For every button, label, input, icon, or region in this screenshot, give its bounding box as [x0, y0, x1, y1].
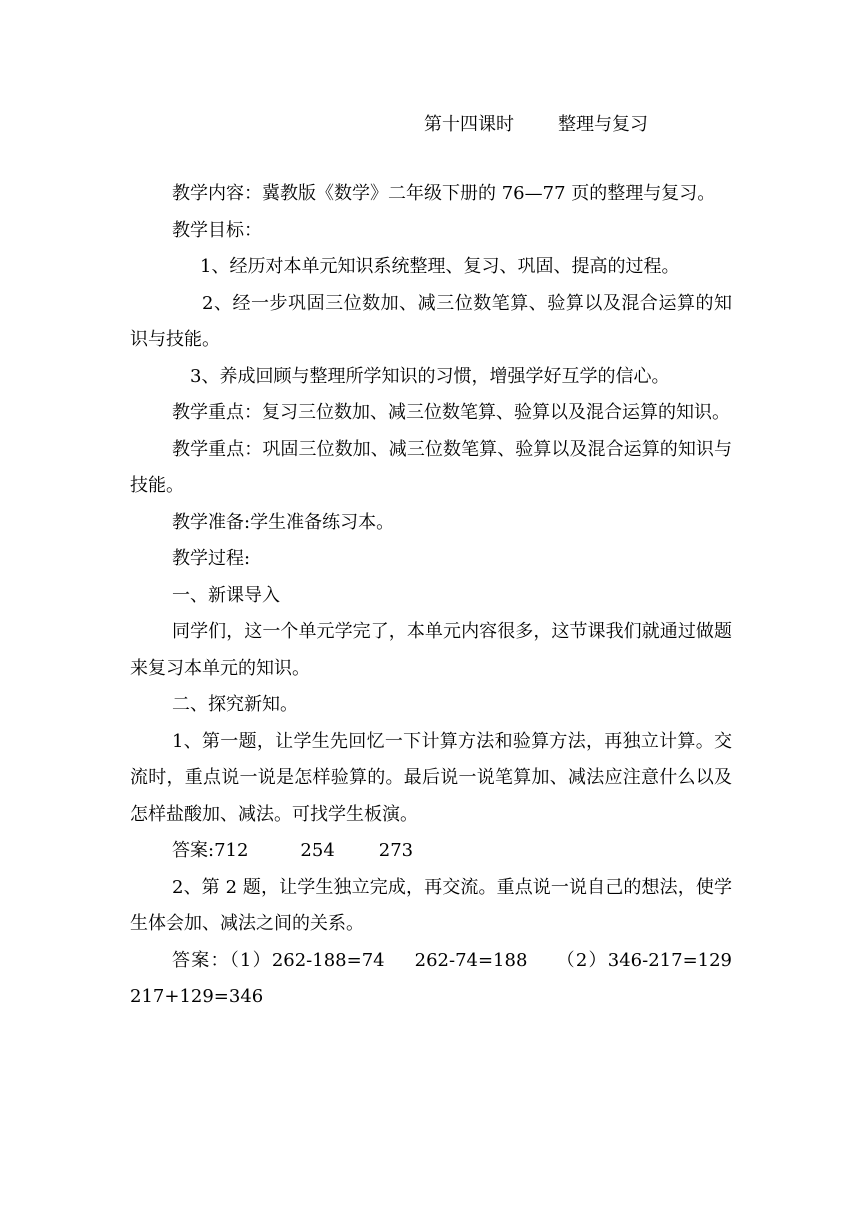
answer-1-value-2: 254 — [300, 840, 335, 861]
page-title — [424, 112, 648, 138]
teaching-process-heading: 教学过程: — [172, 548, 251, 569]
teaching-key-point: 教学重点：复习三位数加、减三位数笔算、验算以及混合运算的知识。 — [172, 402, 730, 423]
task-1-paragraph: 1、第一题，让学生先回忆一下计算方法和验算方法，再独立计算。交流时，重点说一说是怎样验算的。最后说一说笔算加、减法应注意什么以及怎样盐酸加、减法。可找学生板演。 — [130, 730, 732, 825]
teaching-goal-2: 2、经一步巩固三位数加、减三位数笔算、验算以及混合运算的知识与技能。 — [130, 292, 732, 350]
answer-2-eq-3: （2）346-217=129 — [555, 949, 733, 971]
teaching-preparation: 教学准备:学生准备练习本。 — [172, 511, 395, 533]
answer-2-eq-4: 217+129=346 — [130, 986, 264, 1007]
teaching-goal-1: 1、经历对本单元知识系统整理、复习、巩固、提高的过程。 — [200, 256, 680, 277]
lesson-topic: 整理与复习 — [558, 114, 648, 135]
section-heading-1: 一、新课导入 — [172, 584, 280, 606]
teaching-goal-3: 3、养成回顾与整理所学知识的习惯，增强学好互学的信心。 — [190, 365, 670, 387]
answer-1-label: 答案:712 — [172, 840, 249, 861]
lesson-number: 第十四课时 — [424, 114, 514, 135]
teaching-difficult-point: 教学重点：巩固三位数加、减三位数笔算、验算以及混合运算的知识与技能。 — [130, 438, 732, 496]
intro-paragraph: 同学们，这一个单元学完了，本单元内容很多，这节课我们就通过做题来复习本单元的知识。 — [130, 621, 732, 679]
answer-2-eq-2: 262-74=188 — [414, 949, 528, 971]
answer-1-value-3: 273 — [378, 840, 414, 861]
section-heading-2: 二、探究新知。 — [172, 694, 298, 715]
document-body — [130, 176, 732, 1016]
task-2-paragraph: 2、第 2 题，让学生独立完成，再交流。重点说一说自己的想法，使学生体会加、减法之间的关系。 — [130, 876, 732, 934]
teaching-content: 教学内容：冀教版《数学》二年级下册的 76—77 页的整理与复习。 — [172, 183, 716, 204]
answer-2-eq-1: 答案：（1）262-188=74 — [172, 949, 385, 971]
answer-1-line — [130, 833, 732, 870]
teaching-goals-heading: 教学目标： — [172, 219, 262, 241]
answer-2-line — [130, 943, 732, 1016]
